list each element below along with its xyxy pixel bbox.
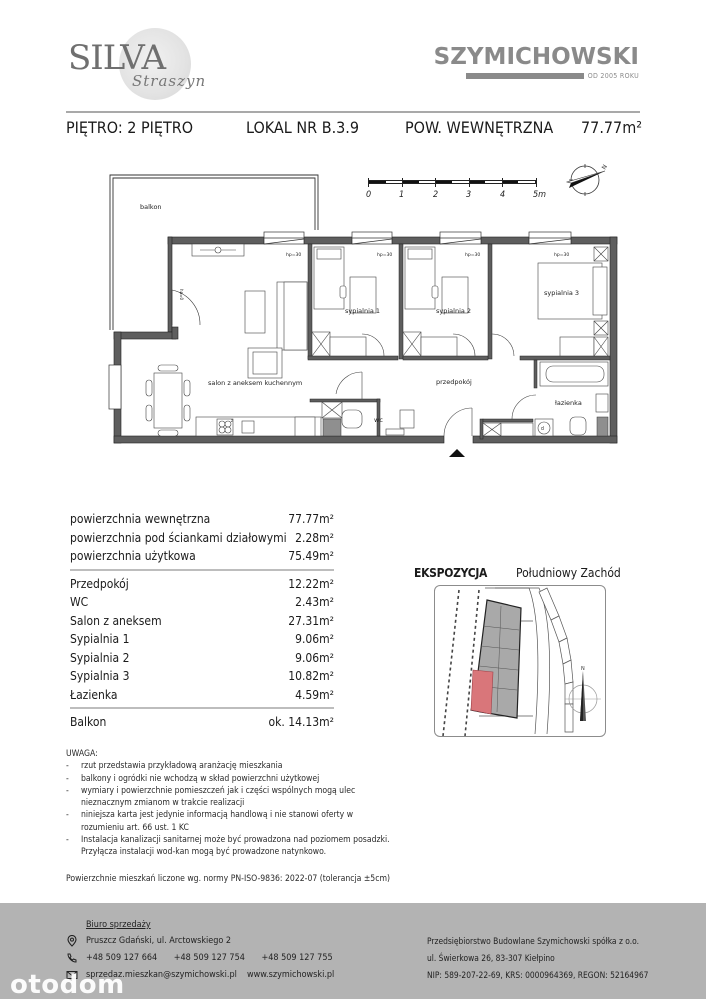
area-row bbox=[70, 667, 334, 686]
svg-text:N: N bbox=[581, 666, 585, 672]
silva-script: Straszyn bbox=[132, 72, 207, 90]
scale-label: 0 bbox=[366, 190, 372, 200]
scale-label: 2 bbox=[433, 190, 439, 200]
area-row-label: Sypialnia 2 bbox=[70, 650, 130, 665]
area-row-label: powierzchnia wewnętrzna bbox=[70, 512, 211, 526]
area-row-value: 9.06m² bbox=[295, 650, 334, 665]
table-divider bbox=[70, 707, 334, 709]
exposure-header bbox=[414, 566, 644, 580]
area-standard-note: Powierzchnie mieszkań liczone wg. normy PN-ISO-9836: 2022-07 (tolerancja ±5cm) bbox=[66, 873, 391, 884]
email-link[interactable]: sprzedaz.mieszkan@szymichowski.pl bbox=[86, 970, 237, 980]
fridge-label: z bbox=[231, 418, 233, 423]
area-row bbox=[70, 510, 334, 529]
balcony-door bbox=[172, 290, 200, 325]
area-row-value: 12.22m² bbox=[288, 576, 334, 591]
floor-plan-drawing bbox=[100, 165, 620, 465]
bedroom-2-furniture bbox=[403, 247, 475, 356]
phone-number[interactable]: +48 509 127 664 bbox=[86, 953, 158, 963]
exposure-direction: Południowy Zachód bbox=[516, 566, 621, 580]
room-label-bathroom: łazienka bbox=[555, 399, 582, 407]
svg-text:N: N bbox=[600, 163, 609, 171]
otodom-watermark: otodom bbox=[10, 970, 125, 999]
company-name: Przedsiębiorstwo Budowlane Szymichowski spółka z o.o. bbox=[427, 936, 639, 946]
phone-list bbox=[86, 953, 347, 963]
website-link[interactable]: www.szymichowski.pl bbox=[247, 970, 335, 980]
company-ids: NIP: 589-207-22-69, KRS: 0000964369, REGON: 52164967 bbox=[427, 970, 649, 980]
note-item: - Instalacja kanalizacji sanitarnej może być prowadzona nad poziomem posadzki. Przyłącza instalacji wod-kan mogą być prowadzone natynkowo. bbox=[66, 834, 396, 859]
header-divider bbox=[66, 111, 640, 113]
bedroom-1-furniture bbox=[312, 247, 384, 356]
note-item: - niniejsza karta jest jedynie informacją handlową i nie stanowi oferty w rozumieniu art. 66 ust. 1 KC bbox=[66, 809, 396, 834]
window-note: hp=30 bbox=[286, 253, 302, 258]
szymichowski-logo bbox=[434, 44, 639, 80]
floor-label: PIĘTRO: 2 PIĘTRO bbox=[66, 118, 194, 137]
area-row-value: 2.28m² bbox=[295, 530, 334, 545]
room-label-hall: przedpokój bbox=[436, 378, 472, 386]
area-row bbox=[70, 575, 334, 594]
area-row-value: 2.43m² bbox=[295, 595, 334, 609]
washer-label: d bbox=[541, 426, 544, 432]
unit-info-bar bbox=[66, 118, 642, 140]
phone-number[interactable]: +48 509 127 755 bbox=[261, 953, 333, 963]
floor-plan bbox=[100, 165, 620, 465]
developer-since: OD 2005 ROKU bbox=[587, 72, 639, 80]
area-row-label: powierzchnia użytkowa bbox=[70, 549, 196, 563]
area-row-value: 77.77m² bbox=[288, 512, 334, 526]
office-address: Pruszcz Gdański, ul. Arctowskiego 2 bbox=[86, 936, 232, 946]
developer-name: SZYMICHOWSKI bbox=[433, 44, 639, 70]
room-label-bedroom-1: sypialnia 1 bbox=[345, 307, 381, 315]
window-note: hp=30 bbox=[554, 253, 570, 258]
area-row bbox=[70, 649, 334, 668]
phone-number[interactable]: +48 509 127 754 bbox=[173, 953, 245, 963]
area-row bbox=[70, 686, 334, 705]
sales-office-title: Biuro sprzedaży bbox=[86, 920, 151, 930]
site-map bbox=[434, 585, 606, 737]
area-row-label: Sypialnia 3 bbox=[70, 669, 130, 683]
area-value: 77.77m² bbox=[581, 118, 642, 137]
window-note: hp=30 bbox=[465, 253, 481, 258]
company-address: ul. Świerkowa 26, 83-307 Kiełpino bbox=[427, 953, 555, 963]
area-row-value: 10.82m² bbox=[288, 669, 334, 683]
location-pin-icon bbox=[66, 935, 78, 947]
area-row-value: 9.06m² bbox=[295, 632, 334, 646]
note-item: - wymiary i powierzchnie pomieszczeń jak i części wspólnych mogą ulec nieznacznym zmianom w trakcie realizacji bbox=[66, 785, 396, 810]
area-row-label: powierzchnia pod ściankami działowymi bbox=[70, 530, 287, 545]
notes-section bbox=[66, 748, 396, 885]
area-row bbox=[70, 547, 334, 566]
room-label-living: salon z aneksem kuchennym bbox=[208, 379, 303, 387]
area-row bbox=[70, 612, 334, 631]
room-label-bedroom-3: sypialnia 3 bbox=[544, 289, 580, 297]
highlighted-unit bbox=[471, 670, 493, 714]
scale-label: 5m bbox=[533, 190, 547, 200]
area-row-value: 4.59m² bbox=[295, 687, 334, 702]
scale-label: 4 bbox=[500, 190, 506, 200]
note-item: - balkony i ogródki nie wchodzą w skład powierzchni użytkowej bbox=[66, 773, 396, 785]
area-label: POW. WEWNĘTRZNA bbox=[405, 118, 554, 137]
logo-bar bbox=[466, 73, 584, 79]
silva-wordmark: SILVA bbox=[68, 38, 166, 78]
window-note: hp=0 bbox=[178, 289, 183, 301]
entrance-arrow-icon bbox=[449, 449, 465, 457]
area-table bbox=[70, 510, 334, 732]
area-row bbox=[70, 713, 334, 732]
area-row-value: 27.31m² bbox=[288, 613, 334, 628]
area-row-label: WC bbox=[70, 595, 89, 609]
exposure-label: EKSPOZYCJA bbox=[414, 566, 488, 580]
scale-label: 1 bbox=[399, 190, 405, 200]
area-row bbox=[70, 593, 334, 612]
area-row-label: Sypialnia 1 bbox=[70, 632, 130, 646]
bathroom-fixtures bbox=[483, 362, 608, 436]
notes-title: UWAGA: bbox=[66, 749, 98, 759]
silva-logo bbox=[64, 28, 244, 100]
area-row-label: Przedpokój bbox=[70, 576, 129, 591]
phone-icon bbox=[66, 952, 78, 964]
area-row-value: 75.49m² bbox=[288, 549, 334, 563]
area-row bbox=[70, 529, 334, 548]
unit-number: LOKAL NR B.3.9 bbox=[246, 118, 360, 137]
bedroom-3-furniture bbox=[492, 247, 608, 356]
note-item: - rzut przedstawia przykładową aranżację mieszkania bbox=[66, 760, 396, 772]
room-label-bedroom-2: sypialnia 2 bbox=[436, 307, 472, 315]
window-note: hp=30 bbox=[377, 253, 393, 258]
area-row-label: Balkon bbox=[70, 715, 107, 729]
room-label-wc: wc bbox=[374, 416, 383, 424]
area-row bbox=[70, 630, 334, 649]
area-row-label: Salon z aneksem bbox=[70, 613, 162, 628]
area-row-value: ok. 14.13m² bbox=[268, 715, 334, 729]
scale-label: 3 bbox=[466, 190, 472, 200]
area-row-label: Łazienka bbox=[70, 687, 118, 702]
room-label-balcony: balkon bbox=[140, 203, 162, 211]
table-divider bbox=[70, 569, 334, 571]
